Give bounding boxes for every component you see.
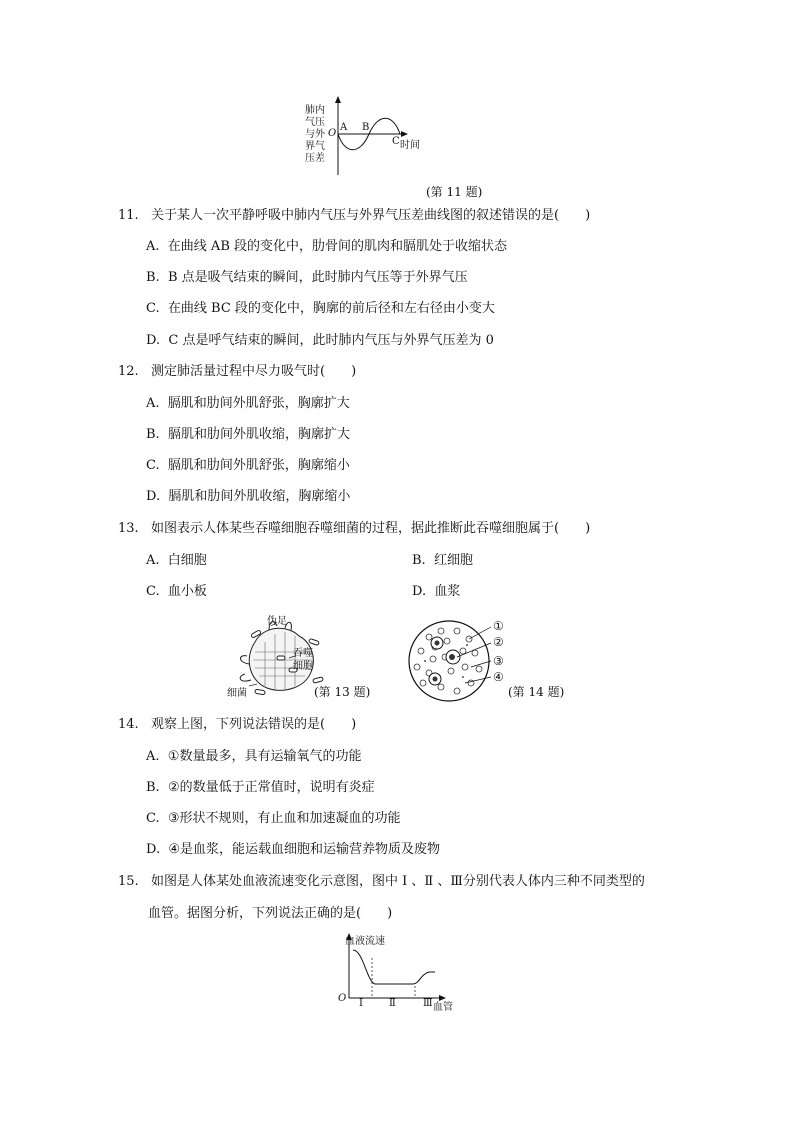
question-14-option-b xyxy=(146,779,375,797)
question-13-option-d xyxy=(412,583,460,601)
option-label: C. xyxy=(146,811,160,826)
option-label: D. xyxy=(146,842,161,857)
option-text: 红细胞 xyxy=(433,553,473,568)
option-text: 血浆 xyxy=(434,584,461,599)
option-label: B. xyxy=(146,270,160,285)
question-12-option-a xyxy=(146,395,350,413)
option-label: B. xyxy=(412,553,426,568)
question-14-option-d xyxy=(146,841,440,859)
question-12-stem: 测定肺活量过程中尽力吸气时( ) xyxy=(151,364,357,379)
figure-11-point-a: A xyxy=(340,122,348,133)
figure-11 xyxy=(300,95,440,180)
question-11-stem: 关于某人一次平静呼吸中肺内气压与外界气压差曲线图的叙述错误的是( ) xyxy=(151,208,591,223)
figure-15-origin: O xyxy=(338,993,347,1004)
option-label: B. xyxy=(146,427,160,442)
question-15-stem-line-1: 如图是人体某处血液流速变化示意图，图中 Ⅰ 、Ⅱ 、Ⅲ分别代表人体内三种不同类型的 xyxy=(151,874,645,889)
figure-11-origin: O xyxy=(328,128,337,139)
question-14-option-c xyxy=(146,810,401,828)
figure-11-xlabel: 时间 xyxy=(400,140,420,151)
figure-11-ylabel xyxy=(305,105,325,165)
option-text: 在曲线 AB 段的变化中，肋骨间的肌肉和膈肌处于收缩状态 xyxy=(167,239,508,254)
question-11-option-d xyxy=(146,332,494,350)
question-15-stem-line-2: 血管。据图分析，下列说法正确的是( ) xyxy=(148,906,393,921)
figure-13-label-pseudopod: 伪足 xyxy=(267,616,287,627)
option-label: A. xyxy=(146,749,160,764)
question-11-option-a xyxy=(146,238,507,256)
figure-11-point-c: C xyxy=(392,136,400,147)
question-11-option-c xyxy=(146,300,495,318)
question-13-option-a xyxy=(146,552,207,570)
option-label: A. xyxy=(146,553,160,568)
option-label: A. xyxy=(146,396,160,411)
option-text: B 点是吸气结束的瞬间，此时肺内气压等于外界气压 xyxy=(167,270,468,285)
question-13-stem: 如图表示人体某些吞噬细胞吞噬细菌的过程，据此推断此吞噬细胞属于( ) xyxy=(151,521,591,536)
figure-14-marker-3: ③ xyxy=(493,654,504,668)
figure-14-marker-1: ① xyxy=(493,619,504,633)
figure-14-caption: (第 14 题) xyxy=(508,685,565,699)
figure-15-ylabel: 血液流速 xyxy=(345,936,385,947)
option-text: ④是血浆，能运载血细胞和运输营养物质及废物 xyxy=(168,842,441,857)
option-text: 白细胞 xyxy=(167,553,207,568)
option-text: ①数量最多，具有运输氧气的功能 xyxy=(167,749,362,764)
option-text: ②的数量低于正常值时，说明有炎症 xyxy=(167,780,375,795)
option-text: 血小板 xyxy=(167,584,207,599)
ylabel-line: 气压 xyxy=(305,117,325,128)
figure-15-tick-2: Ⅱ xyxy=(389,998,396,1009)
option-label: C. xyxy=(146,301,160,316)
question-13-option-c xyxy=(146,583,207,601)
question-11-option-b xyxy=(146,269,468,287)
question-14-option-a xyxy=(146,748,361,766)
question-14-stem: 观察上图，下列说法错误的是( ) xyxy=(151,717,357,732)
option-text: 膈肌和肋间外肌收缩，胸廓缩小 xyxy=(168,489,351,504)
question-13-number: 13. xyxy=(118,521,139,536)
ylabel-line: 压差 xyxy=(305,153,325,164)
option-text: C 点是呼气结束的瞬间，此时肺内气压与外界气压差为 0 xyxy=(168,333,494,348)
question-12-option-c xyxy=(146,457,350,475)
question-11-number: 11. xyxy=(118,208,139,223)
figure-11-point-b: B xyxy=(362,122,370,133)
figure-15-tick-1: Ⅰ xyxy=(359,998,363,1009)
figure-14-marker-4: ④ xyxy=(493,670,504,684)
question-13-option-b xyxy=(412,552,473,570)
ylabel-line: 界气 xyxy=(305,141,325,152)
figure-13-caption: (第 13 题) xyxy=(314,685,371,699)
option-text: 膈肌和肋间外肌舒张，胸廓扩大 xyxy=(167,396,350,411)
figure-11-caption: (第 11 题) xyxy=(426,185,483,199)
option-text: 在曲线 BC 段的变化中，胸廓的前后径和左右径由小变大 xyxy=(167,301,495,316)
figure-13-label-phagocyte-1: 吞噬 xyxy=(293,648,313,659)
option-label: C. xyxy=(146,458,160,473)
ylabel-line: 与外 xyxy=(305,129,325,140)
figure-15-tick-3: Ⅲ xyxy=(423,998,433,1009)
figure-15 xyxy=(335,930,475,1013)
question-15-number: 15. xyxy=(118,874,139,889)
question-12-number: 12. xyxy=(118,364,139,379)
option-text: 膈肌和肋间外肌收缩，胸廓扩大 xyxy=(167,427,350,442)
option-label: B. xyxy=(146,780,160,795)
ylabel-line: 肺内 xyxy=(305,105,325,116)
figure-15-xlabel: 血管 xyxy=(433,1002,453,1013)
option-label: D. xyxy=(412,584,427,599)
question-12-option-d xyxy=(146,488,350,506)
option-label: D. xyxy=(146,489,161,504)
figure-14-marker-2: ② xyxy=(493,635,504,649)
option-text: 膈肌和肋间外肌舒张，胸廓缩小 xyxy=(167,458,350,473)
option-label: C. xyxy=(146,584,160,599)
figure-13-label-phagocyte-2: 细胞 xyxy=(293,661,313,672)
figure-13-label-bacteria: 细菌 xyxy=(227,688,247,699)
figure-14 xyxy=(405,617,515,707)
option-label: A. xyxy=(146,239,160,254)
question-14-number: 14. xyxy=(118,717,139,732)
option-text: ③形状不规则，有止血和加速凝血的功能 xyxy=(167,811,401,826)
option-label: D. xyxy=(146,333,161,348)
question-12-option-b xyxy=(146,426,350,444)
